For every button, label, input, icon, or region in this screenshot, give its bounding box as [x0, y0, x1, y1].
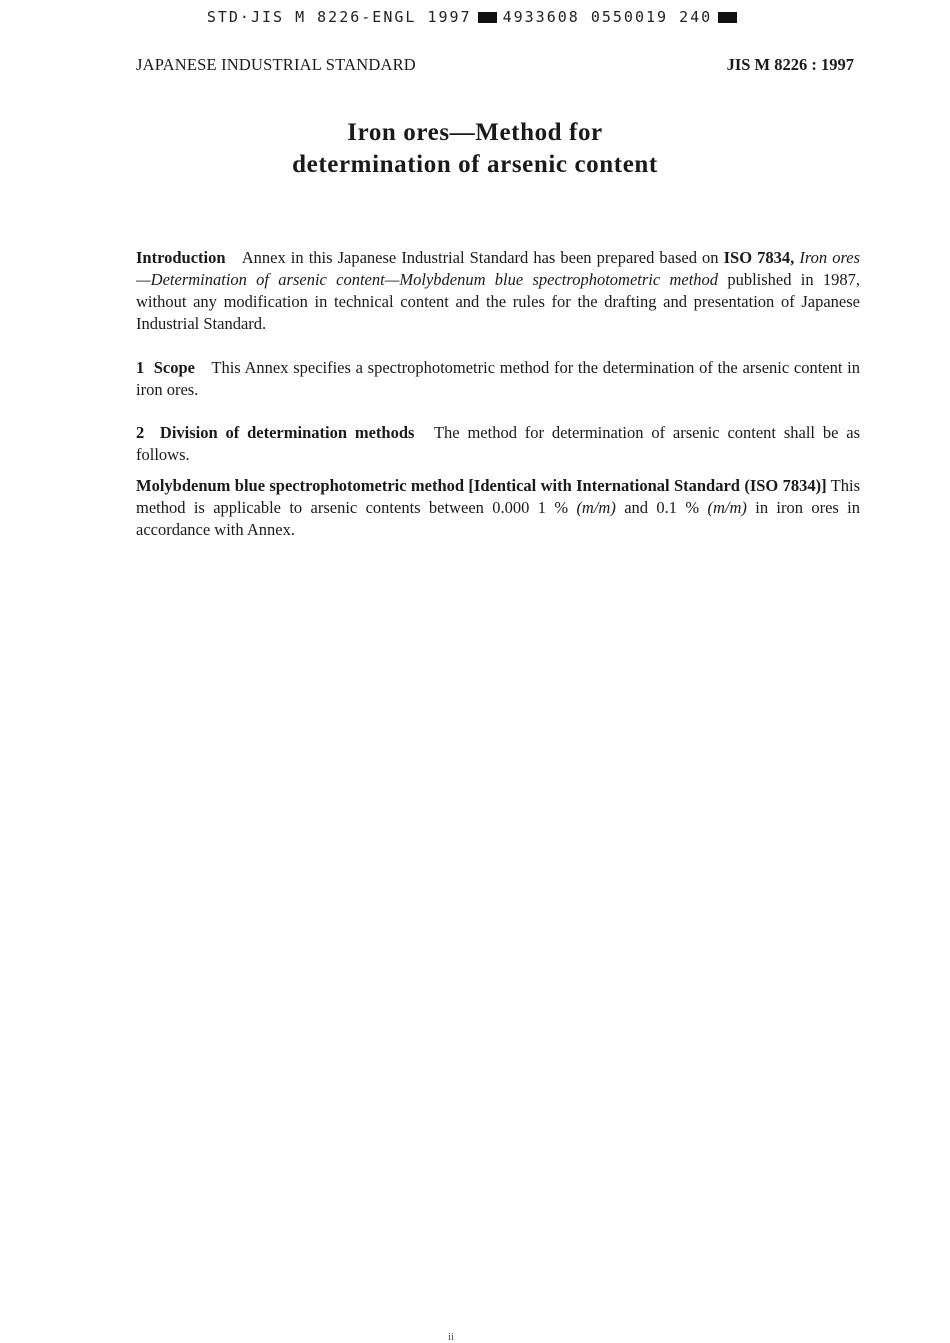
introduction-heading: Introduction	[136, 248, 226, 267]
redaction-block	[718, 12, 737, 23]
iso-title: Iron ores—Determination of arsenic content—Molybdenum blue spectrophotometric method	[136, 248, 861, 289]
document-id-part2: 4933608 0550019 240	[502, 8, 713, 26]
scope-paragraph	[136, 357, 860, 401]
division-number: 2	[136, 423, 145, 442]
method-text-b: and 0.1 %	[624, 498, 700, 517]
method-unit-2: (m/m)	[707, 498, 747, 517]
division-heading: Division of determination methods	[159, 423, 415, 442]
document-body	[136, 247, 860, 541]
document-id-strip	[0, 8, 950, 26]
division-text: The method for determination of arsenic content shall be as follows.	[136, 423, 861, 464]
title-line-1: Iron ores—Method for	[347, 119, 603, 146]
document-id-part1: STD·JIS M 8226-ENGL 1997	[206, 8, 472, 26]
redaction-block	[478, 12, 497, 23]
page-title	[0, 117, 950, 181]
scope-text: This Annex specifies a spectrophotometric method for the determination of the arsenic content in iron ores.	[136, 358, 861, 399]
method-unit-1: (m/m)	[576, 498, 616, 517]
page-number: ii	[448, 1331, 455, 1343]
scope-number: 1	[136, 358, 145, 377]
introduction-text-1: Annex in this Japanese Industrial Standard has been prepared based on	[241, 248, 719, 267]
title-line-2: determination of arsenic content	[292, 151, 658, 178]
header-standard-name: JAPANESE INDUSTRIAL STANDARD	[136, 55, 416, 74]
method-paragraph	[136, 475, 860, 541]
method-text-a: This method is applicable to arsenic contents between 0.000 1 %	[136, 476, 861, 517]
method-text-c: in iron ores in accordance with Annex.	[136, 498, 861, 539]
introduction-paragraph	[136, 247, 860, 335]
header-standard-number: JIS M 8226 : 1997	[726, 55, 854, 74]
scope-heading: Scope	[153, 358, 195, 377]
method-heading: Molybdenum blue spectrophotometric method [Identical with International Standard (ISO 7834)]	[136, 476, 827, 495]
iso-reference: ISO 7834,	[723, 248, 795, 267]
introduction-text-2: published in 1987, without any modification in technical content and the rules for the drafting and presentation of Japanese Industrial Standard.	[136, 270, 861, 333]
division-paragraph	[136, 422, 860, 466]
